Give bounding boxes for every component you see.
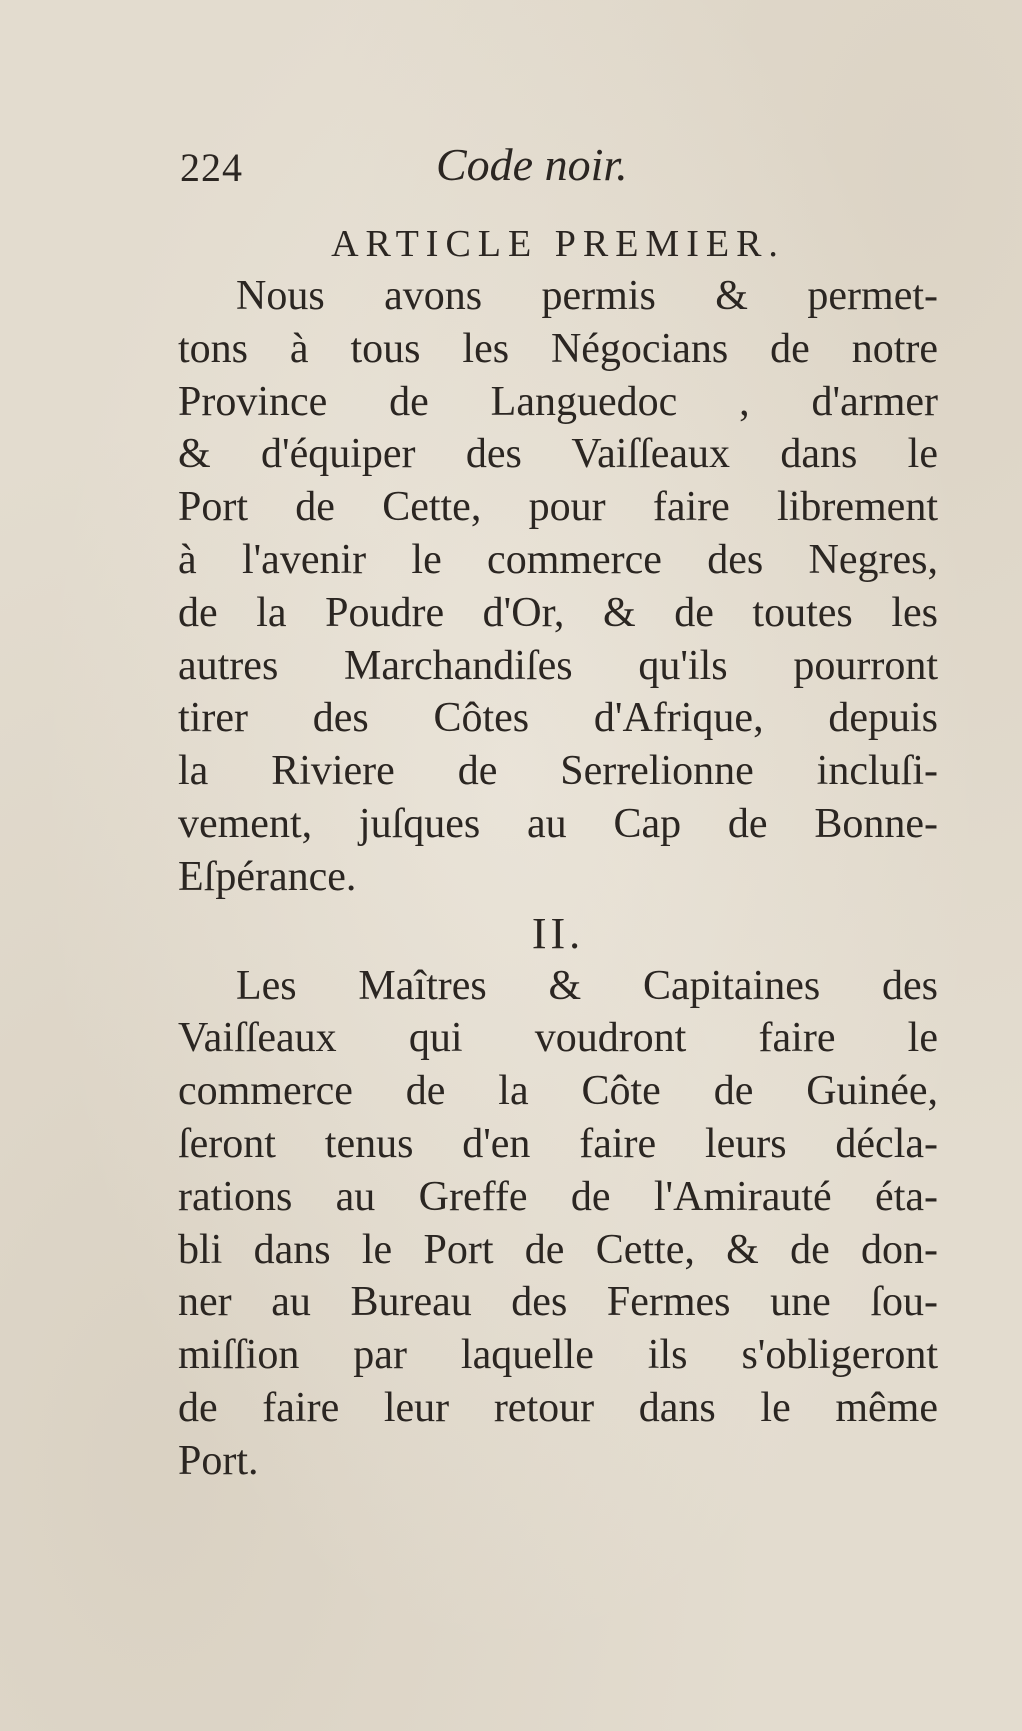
running-title: Code noir. (436, 139, 628, 190)
text-line: Port de Cette, pour faire librement (178, 484, 938, 531)
running-head (180, 138, 940, 198)
text-line: ner au Bureau des Fermes une ſou- (178, 1279, 938, 1326)
page-number: 224 (180, 145, 243, 190)
text-line: bli dans le Port de Cette, & de don- (178, 1226, 938, 1273)
text-line: à l'avenir le commerce des Negres, (178, 536, 938, 583)
text-line: ſeront tenus d'en faire leurs décla- (178, 1120, 938, 1167)
text-line: Port. (178, 1437, 259, 1484)
article-heading: ARTICLE PREMIER. (331, 223, 785, 265)
text-line: Les Maîtres & Capitaines des (236, 962, 938, 1009)
text-line: commerce de la Côte de Guinée, (178, 1068, 938, 1115)
text-line: vement, juſques au Cap de Bonne- (178, 800, 938, 847)
page-text (178, 218, 938, 1488)
text-line: de la Poudre d'Or, & de toutes les (178, 589, 938, 636)
text-line: Province de Languedoc , d'armer (178, 378, 938, 425)
text-line: de faire leur retour dans le même (178, 1384, 938, 1431)
text-line: tons à tous les Négocians de notre (178, 325, 938, 372)
text-line: Vaiſſeaux qui voudront faire le (178, 1015, 938, 1062)
text-line: autres Marchandiſes qu'ils pourront (178, 642, 938, 689)
text-line: la Riviere de Serrelionne incluſi- (178, 748, 938, 795)
text-line: miſſion par laquelle ils s'obligeront (178, 1332, 938, 1379)
article-ii-paragraph (178, 960, 938, 1488)
article-premier-paragraph (178, 270, 938, 904)
text-line: rations au Greffe de l'Amirauté éta- (178, 1173, 938, 1220)
text-line: Nous avons permis & permet- (236, 273, 938, 319)
text-line: & d'équiper des Vaiſſeaux dans le (178, 431, 938, 478)
section-number: II. (531, 908, 585, 958)
text-line: Eſpérance. (178, 853, 357, 900)
text-line: tirer des Côtes d'Afrique, depuis (178, 695, 938, 742)
